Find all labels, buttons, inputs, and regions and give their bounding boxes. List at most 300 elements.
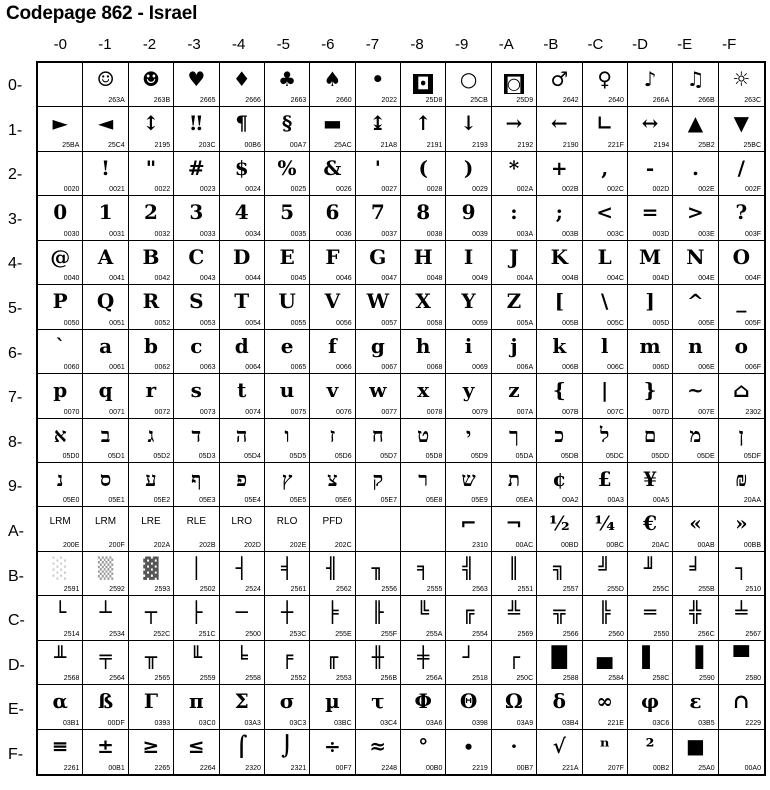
unicode-code: 0045: [290, 275, 307, 283]
char-cell: [537, 63, 582, 107]
char-cell: [265, 330, 310, 374]
char-glyph: ∩: [732, 689, 750, 714]
char-cell: [83, 196, 128, 240]
char-cell: [537, 419, 582, 463]
char-glyph: ♠: [323, 67, 342, 91]
char-cell: [673, 685, 718, 729]
char-cell: [719, 330, 764, 374]
char-cell: [356, 730, 401, 774]
char-glyph: I: [463, 244, 474, 269]
char-cell: [401, 552, 446, 596]
char-cell: [628, 330, 673, 374]
char-cell: [83, 552, 128, 596]
char-cell: [628, 463, 673, 507]
char-cell: [719, 552, 764, 596]
char-glyph: m: [639, 333, 661, 358]
char-cell: [174, 685, 219, 729]
char-cell: [719, 641, 764, 685]
char-cell: [356, 241, 401, 285]
char-glyph: ε: [689, 689, 702, 714]
unicode-code: 2588: [562, 675, 579, 683]
char-glyph: √: [552, 733, 566, 758]
char-glyph: ץ: [281, 466, 293, 491]
column-header: -6: [321, 36, 335, 53]
unicode-code: 0063: [199, 364, 216, 372]
char-glyph: │: [190, 555, 203, 580]
unicode-code: 004B: [562, 275, 579, 283]
char-glyph: א: [53, 422, 67, 447]
char-cell: [310, 552, 355, 596]
char-glyph: ╟: [371, 600, 384, 625]
unicode-code: 00A3: [607, 497, 624, 505]
char-glyph: ╜: [644, 555, 657, 580]
char-cell: [537, 285, 582, 329]
char-glyph: ╡: [281, 555, 294, 580]
char-glyph: C: [188, 244, 205, 269]
unicode-code: 00BC: [606, 541, 624, 549]
char-glyph: j: [510, 333, 518, 358]
unicode-code: 05E5: [289, 497, 307, 505]
char-cell: [446, 285, 491, 329]
unicode-code: 0053: [199, 319, 216, 327]
char-glyph: ש: [461, 466, 476, 491]
row-header: E-: [8, 701, 24, 719]
unicode-code: 2558: [245, 675, 261, 683]
char-cell: [401, 107, 446, 151]
unicode-code: 003B: [562, 230, 579, 238]
char-glyph: ¼: [594, 511, 616, 536]
unicode-code: 005D: [652, 319, 670, 327]
char-glyph: ם: [643, 422, 657, 447]
char-glyph: ₪: [735, 466, 748, 491]
char-glyph: ♦: [232, 67, 251, 91]
char-glyph: 0: [53, 200, 68, 225]
char-glyph: Q: [96, 289, 115, 314]
char-glyph: ╣: [462, 555, 475, 580]
char-glyph: Σ: [234, 689, 249, 714]
char-cell: [83, 241, 128, 285]
unicode-code: 256B: [380, 675, 397, 683]
column-header: -D: [632, 36, 648, 53]
unicode-code: 2514: [63, 630, 80, 638]
char-glyph: ♪: [643, 67, 657, 91]
char-cell: [401, 685, 446, 729]
unicode-code: 202A: [153, 541, 171, 549]
char-cell: [401, 419, 446, 463]
char-cell: [38, 63, 83, 107]
char-cell: [38, 152, 83, 196]
char-glyph: #: [187, 155, 205, 180]
char-glyph: ╞: [326, 600, 339, 625]
unicode-code: 00BB: [743, 541, 761, 549]
char-cell: [583, 330, 628, 374]
char-glyph: B: [142, 244, 160, 269]
unicode-code: 2562: [336, 586, 352, 594]
char-glyph: φ: [641, 689, 660, 714]
char-cell: [265, 419, 310, 463]
unicode-code: 05D0: [62, 452, 80, 460]
unicode-code: 00BD: [560, 541, 579, 549]
unicode-code: 2310: [472, 541, 488, 549]
unicode-code: 002E: [698, 186, 715, 194]
char-glyph: כ: [554, 422, 565, 447]
char-glyph: «: [689, 511, 702, 536]
unicode-code: 2551: [517, 586, 534, 594]
char-glyph: /: [737, 155, 745, 180]
char-cell: [401, 730, 446, 774]
row-headers: [8, 62, 36, 776]
unicode-code: 006A: [516, 364, 534, 372]
row-header: A-: [8, 522, 24, 540]
unicode-code: 2590: [699, 675, 715, 683]
char-glyph: t: [237, 378, 247, 403]
unicode-code: 255B: [698, 586, 715, 594]
char-glyph: »: [735, 511, 748, 536]
char-glyph: ◘: [401, 69, 445, 95]
char-cell: [220, 63, 265, 107]
unicode-code: 004C: [607, 275, 624, 283]
unicode-code: 05E8: [426, 497, 443, 505]
char-glyph: ך: [509, 422, 519, 447]
unicode-code: 005E: [698, 319, 715, 327]
char-glyph: ?: [735, 200, 748, 225]
char-glyph: LRM: [95, 516, 117, 528]
char-cell: [492, 596, 537, 640]
unicode-code: 005A: [516, 319, 534, 327]
char-cell: [583, 196, 628, 240]
unicode-code: 2663: [290, 97, 307, 105]
char-cell: [129, 241, 174, 285]
unicode-code: 2248: [381, 765, 397, 772]
unicode-code: 0039: [472, 230, 488, 238]
unicode-code: 20AC: [651, 541, 670, 549]
char-cell: [537, 596, 582, 640]
char-cell: [628, 241, 673, 285]
char-glyph: _: [736, 289, 747, 314]
unicode-code: 00B2: [652, 765, 670, 772]
char-glyph: £: [597, 466, 612, 491]
char-glyph: ס: [99, 466, 112, 491]
unicode-code: 2534: [109, 630, 125, 638]
char-glyph: X: [415, 289, 431, 314]
unicode-code: 03C3: [289, 719, 307, 727]
unicode-code: 2557: [562, 586, 579, 594]
char-glyph: ♣: [278, 67, 297, 91]
char-cell: [174, 196, 219, 240]
char-cell: [129, 285, 174, 329]
char-cell: [446, 685, 491, 729]
unicode-code: 05E7: [380, 497, 397, 505]
char-cell: [492, 285, 537, 329]
unicode-code: 263A: [108, 97, 125, 105]
char-cell: [356, 152, 401, 196]
unicode-code: 253C: [289, 630, 307, 638]
char-glyph: Y: [461, 289, 476, 314]
char-cell: [310, 419, 355, 463]
char-cell: [129, 152, 174, 196]
unicode-code: 255D: [607, 586, 624, 594]
unicode-code: 004D: [652, 275, 670, 283]
unicode-code: 00B6: [244, 141, 261, 149]
char-cell: [583, 152, 628, 196]
char-glyph: ╤: [99, 644, 112, 669]
char-cell: [220, 374, 265, 418]
char-glyph: 2: [143, 200, 158, 225]
char-glyph: ╠: [598, 600, 611, 625]
char-cell: [174, 552, 219, 596]
char-cell: [719, 507, 764, 551]
char-glyph: ▀: [733, 644, 749, 669]
char-cell: [673, 196, 718, 240]
unicode-code: 2022: [381, 97, 397, 105]
char-cell: [537, 641, 582, 685]
unicode-code: 2510: [745, 586, 761, 594]
unicode-code: 2552: [290, 675, 307, 683]
char-glyph: ♂: [550, 67, 569, 91]
unicode-code: 00AC: [515, 541, 534, 549]
char-cell: [356, 63, 401, 107]
column-header: -F: [722, 36, 737, 53]
unicode-code: 00A5: [652, 497, 670, 505]
char-glyph: µ: [325, 689, 340, 714]
char-cell: [174, 641, 219, 685]
unicode-code: 2229: [745, 719, 761, 727]
column-header: -3: [187, 36, 201, 53]
unicode-code: 255A: [426, 630, 443, 638]
char-glyph: a: [99, 333, 113, 358]
char-glyph: >: [687, 200, 704, 225]
unicode-code: 0033: [199, 230, 216, 238]
unicode-code: 25BA: [62, 141, 80, 149]
char-cell: [83, 507, 128, 551]
unicode-code: 2261: [63, 765, 80, 772]
unicode-code: 0074: [245, 408, 261, 416]
char-cell: [265, 596, 310, 640]
char-glyph: ╔: [462, 600, 475, 625]
char-glyph: $: [234, 155, 249, 180]
char-cell: [583, 685, 628, 729]
unicode-code: 221F: [607, 141, 624, 149]
char-cell: [356, 330, 401, 374]
column-header: -4: [232, 36, 246, 53]
char-glyph: ח: [371, 422, 384, 447]
char-glyph: τ: [371, 689, 385, 714]
unicode-code: 0055: [290, 319, 307, 327]
char-cell: [492, 641, 537, 685]
char-glyph: s: [190, 378, 202, 403]
unicode-code: 0034: [245, 230, 261, 238]
unicode-code: 00A7: [289, 141, 307, 149]
char-cell: [356, 374, 401, 418]
char-glyph: M: [638, 244, 662, 269]
char-cell: [719, 374, 764, 418]
char-glyph: ▄: [596, 644, 613, 669]
char-cell: [83, 596, 128, 640]
page-title: Codepage 862 - Israel: [6, 3, 198, 24]
char-glyph: ß: [97, 689, 114, 714]
char-glyph: PFD: [322, 516, 343, 528]
unicode-code: 05E1: [108, 497, 125, 505]
unicode-code: 0052: [154, 319, 171, 327]
unicode-code: 203C: [198, 141, 216, 149]
unicode-code: 0026: [336, 186, 352, 194]
unicode-code: 0067: [381, 364, 397, 372]
char-cell: [265, 463, 310, 507]
char-glyph: 3: [189, 200, 204, 225]
unicode-code: 006E: [698, 364, 715, 372]
unicode-code: 25D9: [516, 97, 534, 105]
unicode-code: 2524: [245, 586, 261, 594]
row-header: 0-: [8, 77, 23, 94]
char-cell: [628, 374, 673, 418]
unicode-code: 003D: [652, 230, 670, 238]
unicode-code: 03B5: [698, 719, 715, 727]
row-header: 4-: [8, 255, 23, 273]
unicode-code: 0043: [199, 275, 216, 283]
char-glyph: b: [143, 333, 158, 358]
char-cell: [220, 330, 265, 374]
char-cell: [583, 374, 628, 418]
char-glyph: `: [55, 333, 66, 358]
unicode-code: 25AC: [334, 141, 352, 149]
unicode-code: 05D7: [380, 452, 397, 460]
char-glyph: ↑: [414, 111, 432, 136]
char-glyph: ·: [510, 733, 518, 758]
row-header: 9-: [8, 478, 23, 496]
char-glyph: ק: [372, 466, 384, 491]
char-glyph: ☼: [732, 67, 751, 91]
unicode-code: 258C: [652, 675, 670, 683]
unicode-code: 256A: [426, 675, 443, 683]
unicode-code: 2500: [245, 630, 261, 638]
unicode-code: 2518: [472, 675, 488, 683]
unicode-code: 00AB: [697, 541, 715, 549]
char-cell: [129, 596, 174, 640]
char-cell: [537, 463, 582, 507]
char-cell: [265, 152, 310, 196]
char-cell: [38, 196, 83, 240]
unicode-code: 0079: [472, 408, 488, 416]
char-glyph: ‼: [190, 111, 203, 136]
char-cell: [356, 285, 401, 329]
unicode-code: 05EA: [516, 497, 534, 505]
char-cell: [673, 241, 718, 285]
unicode-code: 25CB: [470, 97, 488, 105]
char-cell: [310, 685, 355, 729]
char-glyph: ╧: [735, 600, 748, 625]
char-glyph: g: [370, 333, 385, 358]
unicode-code: 05E6: [335, 497, 352, 505]
char-glyph: RLE: [186, 516, 207, 528]
unicode-code: 207F: [607, 765, 624, 772]
unicode-code: 2660: [336, 97, 352, 105]
unicode-code: 200F: [108, 541, 125, 549]
char-glyph: %: [277, 155, 297, 180]
char-glyph: ╕: [417, 555, 430, 580]
column-header: -1: [98, 36, 112, 53]
char-glyph: 7: [370, 200, 385, 225]
char-glyph: δ: [552, 689, 566, 714]
char-cell: [537, 196, 582, 240]
char-cell: [719, 463, 764, 507]
unicode-code: 05D3: [198, 452, 216, 460]
unicode-code: 03C4: [380, 719, 397, 727]
column-headers: [38, 36, 768, 56]
char-cell: [446, 152, 491, 196]
unicode-code: 05E3: [199, 497, 216, 505]
char-cell: [38, 285, 83, 329]
char-glyph: ▲: [687, 111, 704, 136]
char-glyph: ╙: [190, 644, 203, 669]
unicode-code: 255C: [652, 586, 670, 594]
char-glyph: LRO: [231, 516, 252, 528]
char-glyph: ≥: [142, 733, 160, 758]
char-cell: [492, 685, 537, 729]
unicode-code: 0032: [154, 230, 171, 238]
char-cell: [38, 241, 83, 285]
unicode-code: 004E: [698, 275, 715, 283]
unicode-code: 03C0: [198, 719, 216, 727]
char-cell: [220, 596, 265, 640]
char-cell: [174, 285, 219, 329]
unicode-code: 006B: [562, 364, 579, 372]
char-cell: [628, 596, 673, 640]
char-glyph: Θ: [459, 689, 478, 714]
char-cell: [356, 463, 401, 507]
char-cell: [537, 730, 582, 774]
char-cell: [446, 63, 491, 107]
char-glyph: T: [234, 289, 250, 314]
unicode-code: 007D: [652, 408, 670, 416]
char-cell: [401, 374, 446, 418]
unicode-code: 2568: [63, 675, 80, 683]
unicode-code: 0023: [199, 186, 216, 194]
char-cell: [129, 552, 174, 596]
char-cell: [310, 107, 355, 151]
char-cell: [446, 330, 491, 374]
char-cell: [265, 196, 310, 240]
char-cell: [628, 507, 673, 551]
unicode-code: 0061: [109, 364, 125, 372]
char-glyph: מ: [689, 422, 702, 447]
unicode-code: 256C: [697, 630, 715, 638]
char-cell: [83, 463, 128, 507]
char-glyph: R: [142, 289, 160, 314]
char-cell: [673, 419, 718, 463]
row-header: 1-: [8, 121, 23, 139]
unicode-code: 2302: [745, 408, 761, 416]
char-cell: [220, 196, 265, 240]
unicode-code: 00B1: [108, 765, 125, 772]
unicode-code: 0393: [154, 719, 171, 727]
char-cell: [583, 285, 628, 329]
unicode-code: 0050: [63, 319, 80, 327]
unicode-code: 0048: [426, 275, 443, 283]
char-glyph: z: [508, 378, 520, 403]
char-cell: [401, 330, 446, 374]
char-glyph: ⌠: [235, 733, 248, 758]
char-cell: [446, 463, 491, 507]
char-cell: [492, 552, 537, 596]
unicode-code: 03A3: [244, 719, 261, 727]
unicode-code: 003C: [607, 230, 624, 238]
unicode-code: 0020: [63, 186, 80, 194]
unicode-code: 2191: [426, 141, 443, 149]
row-header: 5-: [8, 299, 23, 317]
char-cell: [537, 152, 582, 196]
char-cell: [174, 63, 219, 107]
char-glyph: 5: [280, 200, 295, 225]
